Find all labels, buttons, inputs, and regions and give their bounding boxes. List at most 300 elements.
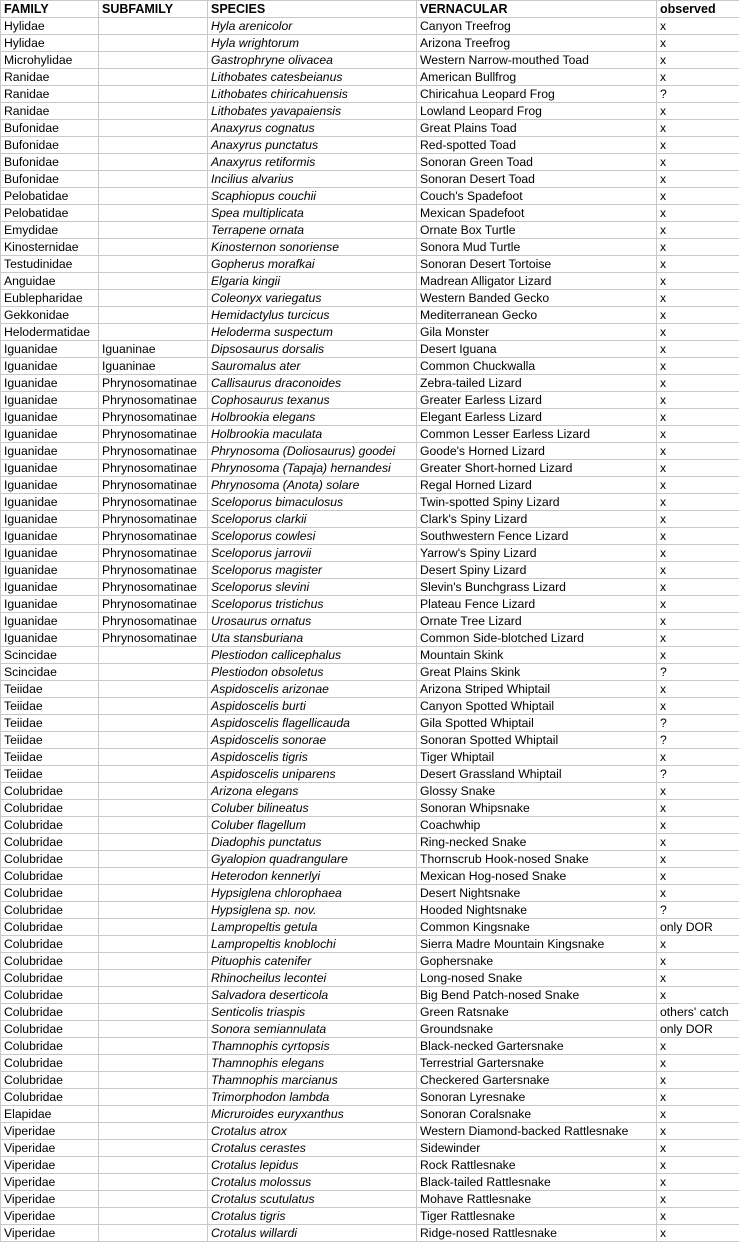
table-row [1,987,739,1004]
table-row [1,443,739,460]
observed-cell: x [657,188,739,205]
table-row [1,426,739,443]
family-cell: Teiidae [1,732,99,749]
subfamily-cell [99,18,208,35]
species-cell: Trimorphodon lambda [208,1089,417,1106]
table-row [1,1021,739,1038]
table-row [1,324,739,341]
family-cell: Helodermatidae [1,324,99,341]
species-cell: Aspidoscelis uniparens [208,766,417,783]
species-cell: Rhinocheilus lecontei [208,970,417,987]
vernacular-cell: Sonoran Lyresnake [417,1089,657,1106]
vernacular-cell: Gophersnake [417,953,657,970]
vernacular-cell: Checkered Gartersnake [417,1072,657,1089]
vernacular-cell: Desert Grassland Whiptail [417,766,657,783]
table-row [1,613,739,630]
family-cell: Iguanidae [1,613,99,630]
subfamily-cell [99,766,208,783]
species-cell: Sceloporus slevini [208,579,417,596]
family-cell: Viperidae [1,1157,99,1174]
vernacular-cell: Arizona Treefrog [417,35,657,52]
observed-cell: x [657,137,739,154]
observed-cell: x [657,868,739,885]
subfamily-cell: Phrynosomatinae [99,392,208,409]
table-row [1,171,739,188]
vernacular-cell: Rock Rattlesnake [417,1157,657,1174]
subfamily-cell: Phrynosomatinae [99,528,208,545]
species-cell: Sceloporus bimaculosus [208,494,417,511]
species-cell: Sceloporus jarrovii [208,545,417,562]
species-cell: Crotalus atrox [208,1123,417,1140]
family-cell: Iguanidae [1,545,99,562]
vernacular-cell: Common Lesser Earless Lizard [417,426,657,443]
subfamily-cell [99,324,208,341]
observed-cell: only DOR [657,919,739,936]
observed-cell: x [657,290,739,307]
vernacular-cell: Sonora Mud Turtle [417,239,657,256]
subfamily-cell: Iguaninae [99,358,208,375]
table-row [1,528,739,545]
species-cell: Cophosaurus texanus [208,392,417,409]
species-cell: Incilius alvarius [208,171,417,188]
observed-cell: x [657,1089,739,1106]
family-cell: Testudinidae [1,256,99,273]
header-row [1,1,739,18]
table-row [1,681,739,698]
observed-cell: others' catch [657,1004,739,1021]
subfamily-header: SUBFAMILY [99,1,208,18]
species-cell: Micruroides euryxanthus [208,1106,417,1123]
table-row [1,1208,739,1225]
subfamily-cell [99,137,208,154]
observed-cell: x [657,579,739,596]
family-cell: Hylidae [1,35,99,52]
family-cell: Gekkonidae [1,307,99,324]
species-cell: Crotalus molossus [208,1174,417,1191]
table-row [1,222,739,239]
family-cell: Colubridae [1,1089,99,1106]
subfamily-cell: Phrynosomatinae [99,426,208,443]
vernacular-cell: Common Kingsnake [417,919,657,936]
table-row [1,1106,739,1123]
table-row [1,647,739,664]
observed-cell: x [657,154,739,171]
vernacular-cell: Common Chuckwalla [417,358,657,375]
vernacular-cell: Ornate Tree Lizard [417,613,657,630]
family-cell: Colubridae [1,868,99,885]
observed-cell: x [657,18,739,35]
species-cell: Hypsiglena chlorophaea [208,885,417,902]
observed-cell: x [657,817,739,834]
family-cell: Colubridae [1,851,99,868]
family-cell: Colubridae [1,1055,99,1072]
family-cell: Iguanidae [1,358,99,375]
subfamily-cell [99,154,208,171]
species-cell: Sonora semiannulata [208,1021,417,1038]
observed-cell: x [657,1055,739,1072]
vernacular-cell: Madrean Alligator Lizard [417,273,657,290]
species-cell: Thamnophis cyrtopsis [208,1038,417,1055]
family-cell: Viperidae [1,1225,99,1242]
species-cell: Hypsiglena sp. nov. [208,902,417,919]
family-header: FAMILY [1,1,99,18]
family-cell: Iguanidae [1,409,99,426]
subfamily-cell [99,256,208,273]
family-cell: Teiidae [1,749,99,766]
family-cell: Colubridae [1,987,99,1004]
vernacular-cell: Mountain Skink [417,647,657,664]
observed-cell: x [657,885,739,902]
family-cell: Iguanidae [1,375,99,392]
family-cell: Viperidae [1,1123,99,1140]
table-row [1,1140,739,1157]
family-cell: Colubridae [1,800,99,817]
observed-cell: x [657,120,739,137]
observed-cell: x [657,953,739,970]
family-cell: Colubridae [1,919,99,936]
family-cell: Viperidae [1,1208,99,1225]
table-row [1,120,739,137]
vernacular-cell: Ornate Box Turtle [417,222,657,239]
family-cell: Bufonidae [1,171,99,188]
family-cell: Emydidae [1,222,99,239]
observed-cell: x [657,341,739,358]
observed-cell: x [657,987,739,1004]
family-cell: Ranidae [1,103,99,120]
observed-cell: x [657,936,739,953]
subfamily-cell [99,647,208,664]
table-row [1,851,739,868]
table-row [1,630,739,647]
vernacular-cell: Sonoran Desert Tortoise [417,256,657,273]
family-cell: Colubridae [1,1004,99,1021]
observed-cell: x [657,375,739,392]
species-cell: Scaphiopus couchii [208,188,417,205]
table-row [1,953,739,970]
observed-cell: ? [657,715,739,732]
observed-cell: x [657,630,739,647]
family-cell: Iguanidae [1,579,99,596]
observed-cell: x [657,647,739,664]
table-row [1,919,739,936]
vernacular-cell: Thornscrub Hook-nosed Snake [417,851,657,868]
observed-cell: x [657,783,739,800]
table-row [1,392,739,409]
subfamily-cell [99,103,208,120]
family-cell: Ranidae [1,69,99,86]
table-row [1,664,739,681]
subfamily-cell: Iguaninae [99,341,208,358]
observed-cell: x [657,800,739,817]
family-cell: Viperidae [1,1140,99,1157]
vernacular-cell: Gila Spotted Whiptail [417,715,657,732]
vernacular-cell: Greater Earless Lizard [417,392,657,409]
table-row [1,273,739,290]
family-cell: Colubridae [1,902,99,919]
species-cell: Aspidoscelis arizonae [208,681,417,698]
table-row [1,409,739,426]
subfamily-cell [99,732,208,749]
vernacular-cell: Big Bend Patch-nosed Snake [417,987,657,1004]
species-cell: Holbrookia elegans [208,409,417,426]
species-cell: Crotalus willardi [208,1225,417,1242]
subfamily-cell [99,936,208,953]
subfamily-cell: Phrynosomatinae [99,630,208,647]
family-cell: Teiidae [1,766,99,783]
observed-cell: x [657,545,739,562]
subfamily-cell [99,953,208,970]
species-cell: Lithobates catesbeianus [208,69,417,86]
family-cell: Bufonidae [1,137,99,154]
observed-cell: x [657,528,739,545]
family-cell: Colubridae [1,936,99,953]
observed-cell: x [657,239,739,256]
subfamily-cell [99,35,208,52]
family-cell: Scincidae [1,664,99,681]
table-row [1,1191,739,1208]
species-cell: Crotalus scutulatus [208,1191,417,1208]
subfamily-cell [99,987,208,1004]
subfamily-cell [99,1072,208,1089]
table-row [1,1055,739,1072]
subfamily-cell [99,205,208,222]
observed-cell: x [657,477,739,494]
species-cell: Coluber bilineatus [208,800,417,817]
table-row [1,868,739,885]
species-cell: Dipsosaurus dorsalis [208,341,417,358]
vernacular-cell: Western Banded Gecko [417,290,657,307]
species-cell: Sceloporus clarkii [208,511,417,528]
observed-cell: x [657,103,739,120]
observed-cell: x [657,1157,739,1174]
vernacular-cell: Mexican Hog-nosed Snake [417,868,657,885]
observed-cell: x [657,392,739,409]
subfamily-cell [99,290,208,307]
table-row [1,936,739,953]
family-cell: Kinosternidae [1,239,99,256]
observed-cell: ? [657,732,739,749]
observed-cell: x [657,613,739,630]
observed-cell: x [657,562,739,579]
table-row [1,103,739,120]
vernacular-cell: Mohave Rattlesnake [417,1191,657,1208]
table-row [1,494,739,511]
vernacular-cell: Hooded Nightsnake [417,902,657,919]
family-cell: Iguanidae [1,630,99,647]
vernacular-cell: Ring-necked Snake [417,834,657,851]
species-cell: Arizona elegans [208,783,417,800]
subfamily-cell [99,171,208,188]
vernacular-cell: Sonoran Whipsnake [417,800,657,817]
table-row [1,732,739,749]
table-row [1,290,739,307]
family-cell: Hylidae [1,18,99,35]
subfamily-cell: Phrynosomatinae [99,511,208,528]
subfamily-cell [99,1089,208,1106]
observed-cell: x [657,171,739,188]
vernacular-cell: Yarrow's Spiny Lizard [417,545,657,562]
species-cell: Holbrookia maculata [208,426,417,443]
subfamily-cell [99,885,208,902]
species-cell: Urosaurus ornatus [208,613,417,630]
subfamily-cell [99,239,208,256]
vernacular-cell: Great Plains Skink [417,664,657,681]
table-row [1,596,739,613]
family-cell: Colubridae [1,885,99,902]
table-row [1,698,739,715]
vernacular-cell: Elegant Earless Lizard [417,409,657,426]
table-row [1,970,739,987]
subfamily-cell [99,1225,208,1242]
species-header: SPECIES [208,1,417,18]
family-cell: Iguanidae [1,341,99,358]
subfamily-cell [99,52,208,69]
species-cell: Lampropeltis knoblochi [208,936,417,953]
vernacular-cell: Western Diamond-backed Rattlesnake [417,1123,657,1140]
vernacular-cell: Desert Spiny Lizard [417,562,657,579]
subfamily-cell [99,1208,208,1225]
family-cell: Ranidae [1,86,99,103]
table-row [1,902,739,919]
subfamily-cell [99,715,208,732]
vernacular-cell: American Bullfrog [417,69,657,86]
vernacular-cell: Gila Monster [417,324,657,341]
species-cell: Phrynosoma (Tapaja) hernandesi [208,460,417,477]
observed-cell: x [657,426,739,443]
species-cell: Aspidoscelis tigris [208,749,417,766]
observed-cell: x [657,358,739,375]
species-cell: Spea multiplicata [208,205,417,222]
table-row [1,1004,739,1021]
species-cell: Hemidactylus turcicus [208,307,417,324]
subfamily-cell [99,1021,208,1038]
observed-cell: x [657,1106,739,1123]
table-row [1,749,739,766]
species-cell: Hyla arenicolor [208,18,417,35]
observed-cell: ? [657,902,739,919]
subfamily-cell [99,1140,208,1157]
observed-cell: x [657,970,739,987]
subfamily-cell [99,1004,208,1021]
species-cell: Thamnophis elegans [208,1055,417,1072]
family-cell: Colubridae [1,953,99,970]
observed-cell: x [657,698,739,715]
table-row [1,375,739,392]
vernacular-cell: Red-spotted Toad [417,137,657,154]
vernacular-cell: Sonoran Green Toad [417,154,657,171]
family-cell: Iguanidae [1,562,99,579]
vernacular-cell: Goode's Horned Lizard [417,443,657,460]
observed-cell: x [657,1208,739,1225]
subfamily-cell [99,1038,208,1055]
subfamily-cell [99,749,208,766]
subfamily-cell: Phrynosomatinae [99,443,208,460]
subfamily-cell: Phrynosomatinae [99,477,208,494]
family-cell: Scincidae [1,647,99,664]
species-cell: Sceloporus magister [208,562,417,579]
vernacular-cell: Black-necked Gartersnake [417,1038,657,1055]
table-row [1,86,739,103]
subfamily-cell [99,698,208,715]
table-row [1,579,739,596]
table-row [1,715,739,732]
subfamily-cell [99,664,208,681]
vernacular-cell: Ridge-nosed Rattlesnake [417,1225,657,1242]
observed-cell: x [657,494,739,511]
species-cell: Senticolis triaspis [208,1004,417,1021]
observed-cell: x [657,1140,739,1157]
observed-cell: x [657,69,739,86]
table-row [1,188,739,205]
subfamily-cell [99,817,208,834]
observed-cell: x [657,749,739,766]
species-cell: Plestiodon obsoletus [208,664,417,681]
subfamily-cell: Phrynosomatinae [99,613,208,630]
table-row [1,69,739,86]
table-row [1,1157,739,1174]
vernacular-cell: Long-nosed Snake [417,970,657,987]
observed-cell: x [657,52,739,69]
vernacular-cell: Zebra-tailed Lizard [417,375,657,392]
observed-cell: x [657,324,739,341]
observed-cell: x [657,409,739,426]
vernacular-cell: Southwestern Fence Lizard [417,528,657,545]
vernacular-cell: Great Plains Toad [417,120,657,137]
subfamily-cell: Phrynosomatinae [99,545,208,562]
subfamily-cell [99,1174,208,1191]
vernacular-cell: Arizona Striped Whiptail [417,681,657,698]
vernacular-cell: Sonoran Coralsnake [417,1106,657,1123]
table-row [1,1038,739,1055]
observed-cell: x [657,443,739,460]
observed-cell: x [657,273,739,290]
family-cell: Colubridae [1,1038,99,1055]
family-cell: Elapidae [1,1106,99,1123]
observed-cell: x [657,511,739,528]
family-cell: Colubridae [1,1072,99,1089]
family-cell: Eublepharidae [1,290,99,307]
table-row [1,511,739,528]
subfamily-cell [99,800,208,817]
species-cell: Sauromalus ater [208,358,417,375]
subfamily-cell [99,1106,208,1123]
observed-cell: x [657,1038,739,1055]
table-row [1,341,739,358]
vernacular-cell: Lowland Leopard Frog [417,103,657,120]
vernacular-cell: Common Side-blotched Lizard [417,630,657,647]
subfamily-cell [99,86,208,103]
vernacular-cell: Sonoran Spotted Whiptail [417,732,657,749]
species-cell: Crotalus lepidus [208,1157,417,1174]
vernacular-cell: Canyon Treefrog [417,18,657,35]
subfamily-cell [99,188,208,205]
subfamily-cell [99,919,208,936]
species-cell: Kinosternon sonoriense [208,239,417,256]
species-cell: Phrynosoma (Doliosaurus) goodei [208,443,417,460]
observed-cell: x [657,851,739,868]
family-cell: Viperidae [1,1191,99,1208]
table-row [1,800,739,817]
vernacular-cell: Green Ratsnake [417,1004,657,1021]
family-cell: Bufonidae [1,154,99,171]
family-cell: Viperidae [1,1174,99,1191]
species-cell: Elgaria kingii [208,273,417,290]
table-row [1,885,739,902]
observed-cell: ? [657,766,739,783]
table-row [1,460,739,477]
observed-cell: x [657,222,739,239]
family-cell: Anguidae [1,273,99,290]
